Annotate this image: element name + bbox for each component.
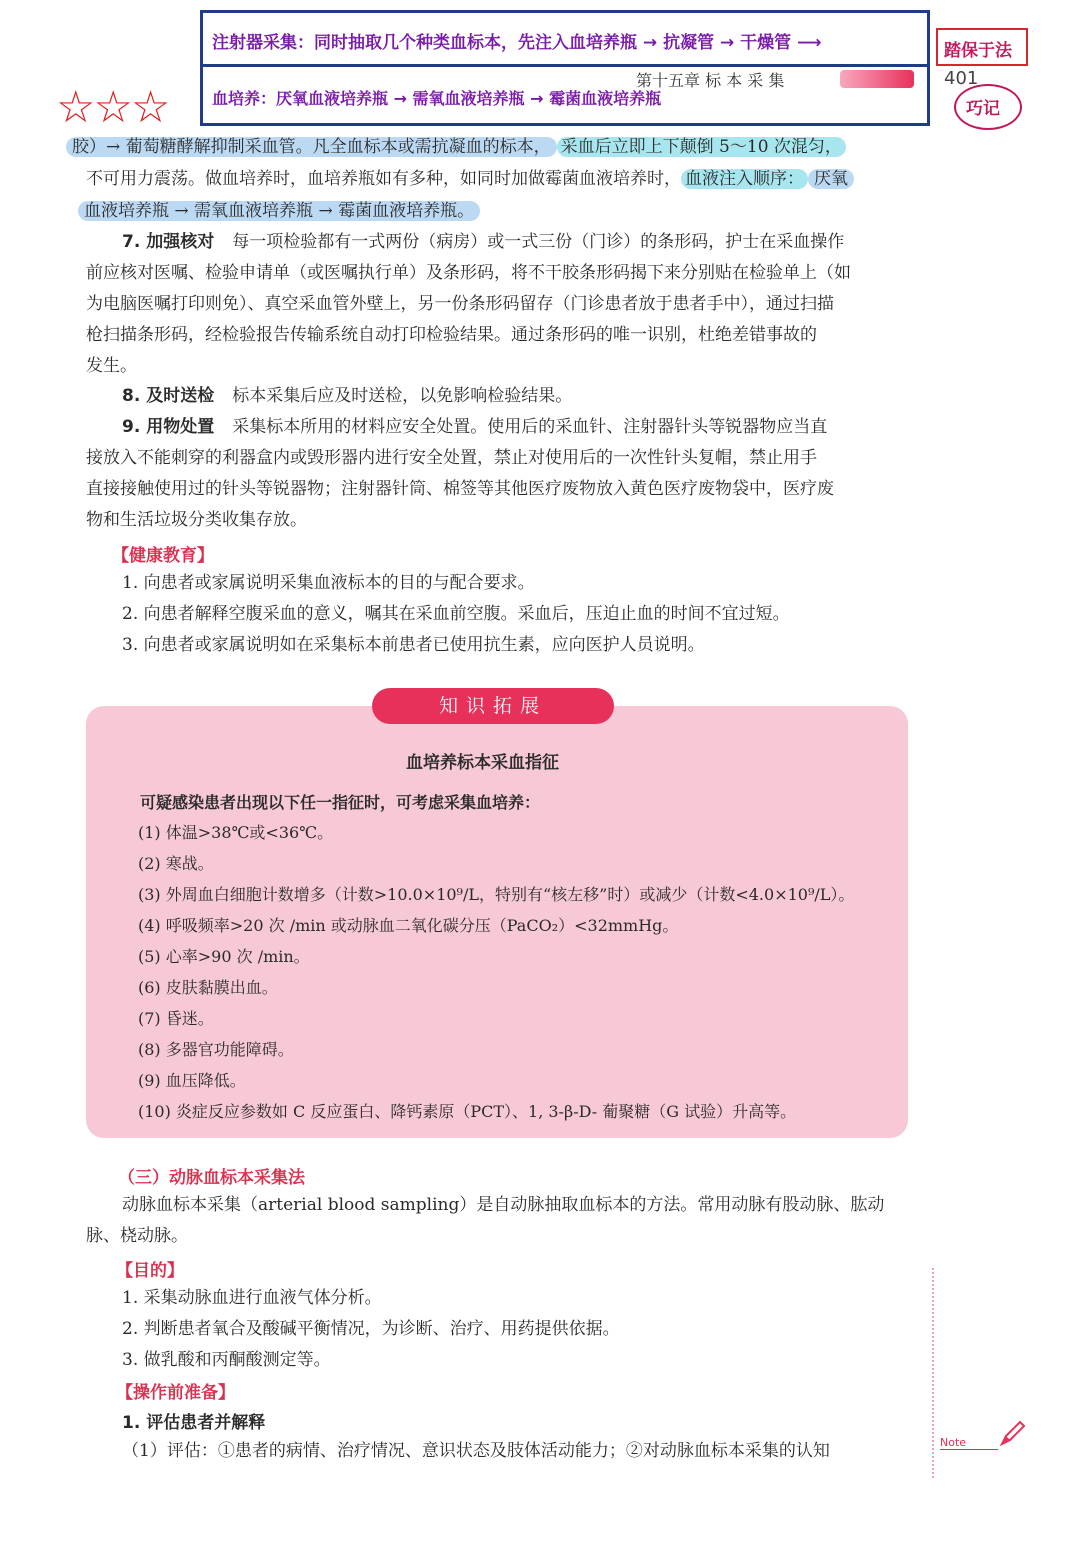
page-number: 401 bbox=[944, 68, 979, 89]
item-9-line-3: 物和生活垃圾分类收集存放。 bbox=[86, 510, 307, 530]
knowledge-item: (2) 寒战。 bbox=[138, 854, 214, 873]
prep-subtitle: 1. 评估患者并解释 bbox=[122, 1413, 266, 1433]
knowledge-list bbox=[138, 817, 854, 1127]
knowledge-item: (6) 皮肤黏膜出血。 bbox=[138, 978, 278, 997]
arterial-para-1: 动脉血标本采集（arterial blood sampling）是自动脉抽取血标本的方法。常用动脉有股动脉、肱动 bbox=[122, 1195, 885, 1215]
item-7 bbox=[86, 227, 906, 382]
side-note-text: 踏保于法 bbox=[944, 41, 1012, 61]
purpose-item: 3. 做乳酸和丙酮酸测定等。 bbox=[122, 1350, 331, 1370]
annotation-divider bbox=[200, 64, 930, 67]
item-7-line-0 bbox=[86, 227, 906, 258]
top-line-1 bbox=[66, 132, 846, 163]
item-9-text-0: 采集标本所用的材料应安全处置。使用后的采血针、注射器针头等锐器物应当直 bbox=[232, 417, 828, 437]
knowledge-item: (7) 昏迷。 bbox=[138, 1009, 214, 1028]
chapter-title: 第十五章 标 本 采 集 bbox=[636, 71, 785, 90]
item-7-text-0: 每一项检验都有一式两份（病房）或一式三份（门诊）的条形码，护士在采血操作 bbox=[232, 232, 845, 252]
item-9-line-0 bbox=[86, 412, 906, 443]
item-8-line-0 bbox=[86, 381, 906, 412]
knowledge-title: 血培养标本采血指征 bbox=[406, 753, 559, 773]
knowledge-intro: 可疑感染患者出现以下任一指征时，可考虑采集血培养： bbox=[140, 793, 541, 812]
health-edu-item: 3. 向患者或家属说明如在采集标本前患者已使用抗生素，应向医护人员说明。 bbox=[122, 635, 705, 655]
knowledge-item: (5) 心率>90 次 /min。 bbox=[138, 947, 310, 966]
top-line-1-highlight: 胶）→ 葡萄糖酵解抑制采血管。凡全血标本或需抗凝血的标本， bbox=[66, 137, 557, 157]
annotation-line-1: 注射器采集：同时抽取几个种类血标本，先注入血培养瓶 → 抗凝管 → 干燥管 ⟶ bbox=[212, 33, 822, 53]
purpose-title: 【目的】 bbox=[116, 1261, 184, 1281]
top-line-2-highlight: 厌氧 bbox=[808, 169, 854, 189]
margin-dotted-line bbox=[932, 1268, 934, 1478]
item-9-line-2: 直接接触使用过的针头等锐器物；注射器针筒、棉签等其他医疗废物放入黄色医疗废物袋中，医疗废 bbox=[86, 479, 834, 499]
item-7-line-2: 为电脑医嘱打印则免）、真空采血管外壁上，另一份条形码留存（门诊患者放于患者手中），通过扫描 bbox=[86, 294, 834, 314]
health-edu-item: 1. 向患者或家属说明采集血液标本的目的与配合要求。 bbox=[122, 573, 535, 593]
item-8 bbox=[86, 381, 906, 412]
circled-note-text: 巧记 bbox=[966, 99, 1000, 119]
knowledge-label: 知识拓展 bbox=[372, 688, 614, 724]
item-8-text-0: 标本采集后应及时送检，以免影响检验结果。 bbox=[232, 386, 573, 406]
knowledge-item: (1) 体温>38℃或<36℃。 bbox=[138, 823, 334, 842]
prep-line: （1）评估：①患者的病情、治疗情况、意识状态及肢体活动能力；②对动脉血标本采集的认知 bbox=[122, 1441, 830, 1461]
pencil-icon bbox=[998, 1418, 1028, 1448]
top-line-3 bbox=[78, 196, 480, 227]
knowledge-item: (4) 呼吸频率>20 次 /min 或动脉血二氧化碳分压（PaCO₂）<32mmHg。 bbox=[138, 916, 679, 935]
knowledge-item: (3) 外周血白细胞计数增多（计数>10.0×10⁹/L，特别有“核左移”时）或减少（计数<4.0×10⁹/L）。 bbox=[138, 885, 855, 904]
item-9 bbox=[86, 412, 906, 536]
knowledge-item: (8) 多器官功能障碍。 bbox=[138, 1040, 294, 1059]
top-line-2-cyan: 血液注入顺序： bbox=[681, 169, 808, 189]
header-bar bbox=[840, 70, 914, 88]
annotation-line-2: 血培养：厌氧血液培养瓶 → 需氧血液培养瓶 → 霉菌血液培养瓶 bbox=[212, 89, 662, 108]
health-edu-item: 2. 向患者解释空腹采血的意义，嘱其在采血前空腹。采血后，压迫止血的时间不宜过短。 bbox=[122, 604, 790, 624]
knowledge-item: (9) 血压降低。 bbox=[138, 1071, 246, 1090]
item-9-head: 9. 用物处置 bbox=[122, 417, 215, 437]
item-7-line-1: 前应核对医嘱、检验申请单（或医嘱执行单）及条形码，将不干胶条形码揭下来分别贴在检验单上（如 bbox=[86, 263, 851, 283]
arterial-para-2: 脉、桡动脉。 bbox=[86, 1226, 188, 1246]
health-edu-list bbox=[122, 568, 790, 661]
item-7-line-4: 发生。 bbox=[86, 356, 137, 376]
note-label: Note bbox=[940, 1436, 998, 1450]
knowledge-item: (10) 炎症反应参数如 C 反应蛋白、降钙素原（PCT）、1, 3-β-D- 葡聚糖（G 试验）升高等。 bbox=[138, 1102, 797, 1121]
item-7-line-3: 枪扫描条形码，经检验报告传输系统自动打印检验结果。通过条形码的唯一识别，杜绝差错事故的 bbox=[86, 325, 817, 345]
top-line-2-text: 不可用力震荡。做血培养时，血培养瓶如有多种，如同时加做霉菌血液培养时， bbox=[86, 169, 681, 189]
purpose-item: 1. 采集动脉血进行血液气体分析。 bbox=[122, 1288, 382, 1308]
item-9-line-1: 接放入不能刺穿的利器盒内或毁形器内进行安全处置，禁止对使用后的一次性针头复帽，禁止用手 bbox=[86, 448, 817, 468]
purpose-item: 2. 判断患者氧合及酸碱平衡情况，为诊断、治疗、用药提供依据。 bbox=[122, 1319, 620, 1339]
item-7-head: 7. 加强核对 bbox=[122, 232, 215, 252]
purpose-list bbox=[122, 1283, 620, 1376]
prep-title: 【操作前准备】 bbox=[116, 1383, 235, 1403]
top-line-2 bbox=[86, 164, 854, 195]
health-edu-title: 【健康教育】 bbox=[112, 546, 214, 566]
top-line-1-cyan: 采血后立即上下颠倒 5～10 次混匀， bbox=[557, 137, 846, 157]
item-8-head: 8. 及时送检 bbox=[122, 386, 215, 406]
top-line-3-highlight: 血液培养瓶 → 需氧血液培养瓶 → 霉菌血液培养瓶。 bbox=[78, 201, 480, 221]
stars-doodle: ☆☆☆ bbox=[56, 82, 169, 133]
arterial-title: （三）动脉血标本采集法 bbox=[118, 1168, 305, 1188]
